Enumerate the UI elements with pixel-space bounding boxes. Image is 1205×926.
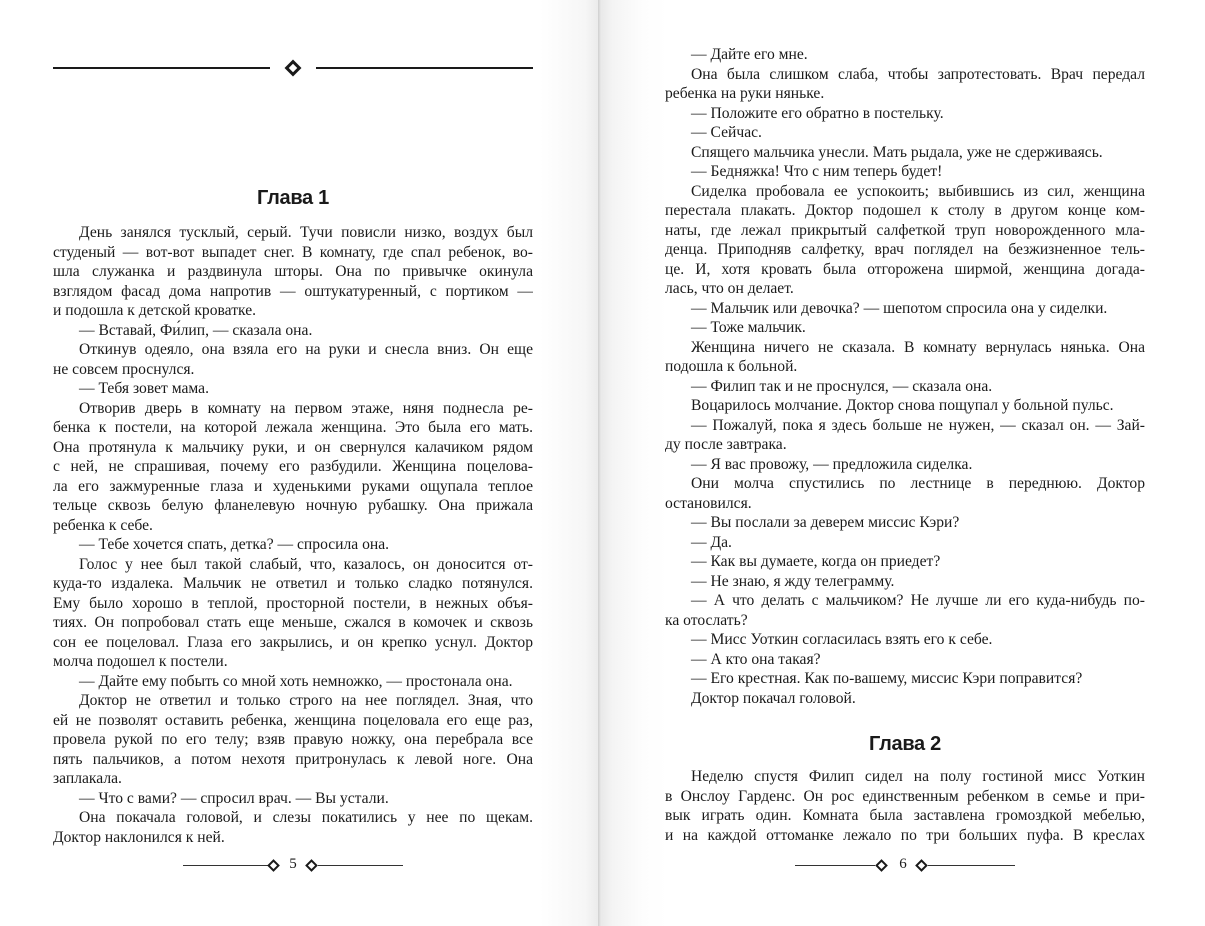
- text-line: — Как вы думаете, когда он приедет?: [691, 553, 941, 570]
- page-body-text: [665, 45, 1145, 708]
- text-line: — А что делать с мальчиком? Не лучше ли его куда-нибудь по-: [691, 592, 1145, 609]
- text-line: — Тебя зовет мама.: [79, 380, 209, 397]
- text-line: шла служанка и раздвинула шторы. Она по привычке окинула: [53, 263, 533, 280]
- text-line: День занялся тусклый, серый. Тучи повисли низко, воздух был: [79, 224, 533, 241]
- text-line: бенка к постели, на которой лежала женщина. Это была его мать.: [53, 419, 533, 436]
- chapter-2-body-text: [665, 767, 1145, 845]
- text-line: куда-то издалека. Мальчик не ответил и только сладко потянулся.: [53, 575, 533, 592]
- text-line: наты, где лежал прикрытый салфеткой труп новорожденного мла-: [665, 221, 1145, 239]
- text-line: це. И, хотя кровать была отгорожена ширмой, женщина догада-: [665, 260, 1145, 278]
- text-line: Доктор наклонился к ней.: [53, 828, 225, 846]
- text-line: — Тоже мальчик.: [691, 319, 806, 336]
- text-line: — Не знаю, я жду телеграмму.: [691, 572, 895, 590]
- text-line: ребенка на руки няньке.: [665, 85, 825, 102]
- footer-diamond-icon: [915, 859, 928, 872]
- page-number: 5: [289, 856, 297, 872]
- text-line: — Дайте его мне.: [691, 46, 808, 63]
- chapter-title: Глава 1: [257, 187, 329, 209]
- text-line: Голос у нее был такой слабый, что, казалось, он доносится от-: [79, 555, 533, 573]
- text-line: и подошла к детской кроватке.: [53, 302, 257, 319]
- text-line: тельце сквозь белую фланелевую ночную рубашку. Она прижала: [53, 497, 533, 514]
- text-line: пять пальчиков, а потом нехотя притронулась к левой ноге. Она: [53, 750, 533, 768]
- text-line: Женщина ничего не сказала. В комнату вернулась нянька. Она: [691, 338, 1145, 356]
- text-line: лась, что он делает.: [665, 280, 794, 297]
- text-line: Доктор не ответил и только строго на нее поглядел. Зная, что: [79, 692, 533, 709]
- ornament-rule-right: [316, 67, 533, 69]
- text-line: молча подошел к постели.: [53, 653, 228, 670]
- text-line: — Бедняжка! Что с ним теперь будет!: [691, 163, 943, 180]
- footer-diamond-icon: [305, 859, 318, 872]
- text-line: не совсем проснулся.: [53, 360, 195, 378]
- text-line: — Его крестная. Как по-вашему, миссис Кэри поправится?: [691, 670, 1083, 687]
- text-line: — Вставай, Фи́лип, — сказала она.: [79, 321, 313, 339]
- text-line: денца. Приподняв салфетку, врач поглядел на безжизненное тель-: [665, 241, 1145, 258]
- text-line: заплакала.: [53, 770, 122, 787]
- text-line: — Дайте ему побыть со мной хоть немножко, — простонала она.: [79, 672, 513, 690]
- diamond-ornament-icon: [285, 60, 302, 77]
- text-line: ребенка к себе.: [53, 516, 153, 534]
- text-line: сон ее поцеловал. Глаза его закрылись, и он крепко уснул. Доктор: [53, 633, 533, 651]
- text-line: — Положите его обратно в постельку.: [691, 104, 944, 122]
- text-line: — Мисс Уоткин согласилась взять его к себе.: [691, 631, 993, 648]
- left-page: [0, 0, 598, 926]
- text-line: — Филип так и не проснулся, — сказала она.: [691, 377, 993, 395]
- text-line: вык играть один. Комната была заставлена громоздкой мебелью,: [665, 807, 1145, 824]
- footer-rule-right: [318, 865, 403, 866]
- text-line: Она покачала головой, и слезы покатились у нее по щекам.: [79, 809, 533, 826]
- text-line: Отворив дверь в комнату на первом этаже, няня поднесла ре-: [79, 399, 533, 417]
- text-line: и на каждой оттоманке лежало по три больших пуфа. В креслах: [665, 826, 1145, 844]
- text-line: перестала плакать. Доктор подошел к столу в другом конце ком-: [665, 202, 1145, 219]
- chapter-title: Глава 2: [869, 733, 941, 755]
- text-line: — Что с вами? — спросил врач. — Вы устали.: [79, 789, 389, 807]
- text-line: ду после завтрака.: [665, 436, 787, 453]
- page-number: 6: [899, 856, 907, 872]
- text-line: взглядом фасад дома напротив — оштукатуренный, с портиком —: [53, 282, 533, 300]
- footer-diamond-icon: [267, 859, 280, 872]
- text-line: Доктор покачал головой.: [691, 689, 856, 707]
- text-line: Воцарилось молчание. Доктор снова пощупал у больной пульс.: [691, 397, 1114, 414]
- footer-rule-left: [183, 865, 268, 866]
- text-line: ка отослать?: [665, 611, 748, 629]
- text-line: провела рукой по его телу; взяв правую ножку, она перебрала все: [53, 731, 533, 748]
- text-line: Они молча спустились по лестнице в переднюю. Доктор: [691, 475, 1145, 492]
- text-line: подошла к больной.: [665, 358, 798, 375]
- text-line: Спящего мальчика унесли. Мать рыдала, уже не сдерживаясь.: [691, 143, 1103, 161]
- text-line: Откинув одеяло, она взяла его на руки и снесла вниз. Он еще: [79, 341, 533, 358]
- text-line: тиях. Он попробовал стать еще меньше, сжался в комочек и сквозь: [53, 614, 533, 631]
- text-line: ей не позволят оставить ребенка, женщина поцеловала его еще раз,: [53, 711, 533, 729]
- text-line: — А кто она такая?: [691, 650, 821, 668]
- footer-rule-right: [928, 865, 1015, 866]
- text-line: — Тебе хочется спать, детка? — спросила она.: [79, 536, 390, 553]
- text-line: — Да.: [691, 533, 732, 551]
- text-line: — Вы послали за деверем миссис Кэри?: [691, 514, 960, 531]
- text-line: — Я вас провожу, — предложила сиделка.: [691, 455, 973, 473]
- text-line: в Онслоу Гарденс. Он рос единственным ребенком в семье и при-: [665, 787, 1145, 805]
- text-line: Она была слишком слаба, чтобы запротестовать. Врач передал: [691, 65, 1145, 83]
- footer-rule-left: [795, 865, 875, 866]
- text-line: студеный — вот-вот выпадет снег. В комнату, где спал ребенок, во-: [53, 243, 533, 261]
- text-line: — Мальчик или девочка? — шепотом спросила она у сиделки.: [691, 299, 1108, 317]
- text-line: — Пожалуй, пока я здесь больше не нужен, — сказал он. — Зай-: [691, 416, 1145, 434]
- text-line: Она протянула к мальчику руки, и он свернулся калачиком рядом: [53, 438, 533, 456]
- footer-diamond-icon: [875, 859, 888, 872]
- text-line: Ему было хорошо в теплой, просторной постели, в нежных объя-: [53, 594, 533, 612]
- text-line: — Сейчас.: [691, 124, 762, 141]
- text-line: с ней, не спрашивая, почему его разбудили. Женщина поцелова-: [53, 458, 533, 475]
- text-line: ла его зажмуренные глаза и худенькими руками ощупала теплое: [53, 477, 533, 495]
- text-line: Сиделка пробовала ее успокоить; выбившись из сил, женщина: [691, 182, 1145, 200]
- text-line: остановился.: [665, 494, 752, 512]
- page-body-text: [53, 223, 533, 847]
- text-line: Неделю спустя Филип сидел на полу гостиной мисс Уоткин: [691, 768, 1145, 785]
- right-page: [598, 0, 1205, 926]
- ornament-rule-left: [53, 67, 270, 69]
